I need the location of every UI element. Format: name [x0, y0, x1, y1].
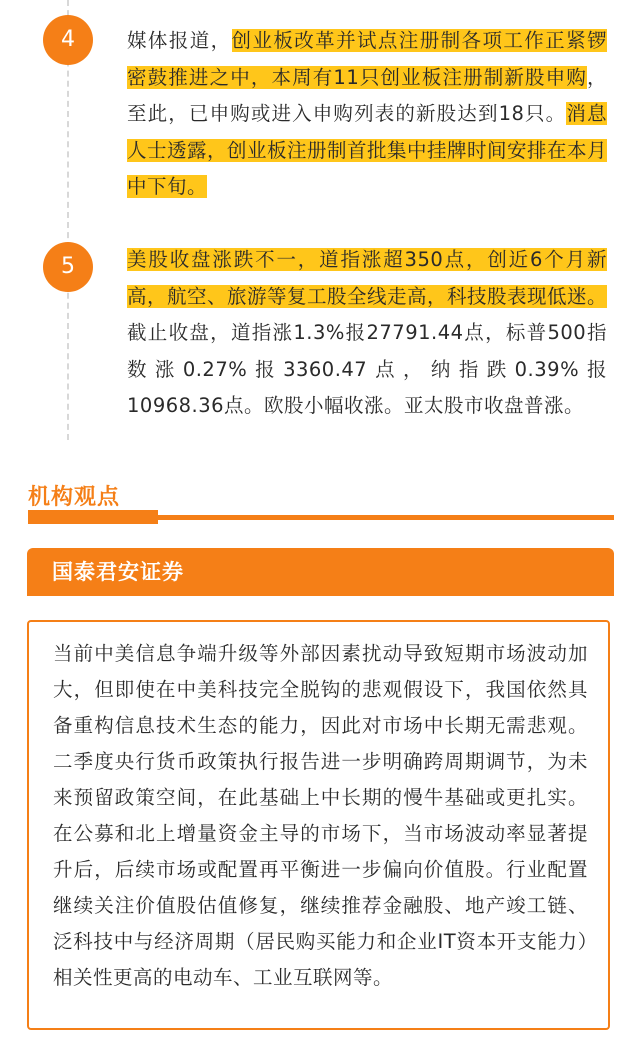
item-number: 5 — [61, 254, 75, 279]
section-title: 机构观点 — [28, 485, 121, 510]
highlighted-segment: 美股收盘涨跌不一，道指涨超350点，创近6个月新高，航空、旅游等复工股全线走高，科技股表现低迷。 — [127, 248, 608, 308]
timeline-line — [67, 0, 69, 440]
highlighted-segment: 创业板改革并试点注册制各项工作正紧锣密鼓推进之中，本周有11只创业板注册制新股申购 — [127, 29, 607, 89]
news-item-text — [127, 242, 607, 425]
opinion-text: 当前中美信息争端升级等外部因素扰动导致短期市场波动加大，但即使在中美科技完全脱钩的悲观假设下，我国依然具备重构信息技术生态的能力，因此对市场中长期无需悲观。二季度央行货币政策执行报告进一步明确跨周期调节，为未来预留政策空间，在此基础上中长期的慢牛基础或更扎实。在公募和北上增量资金主导的市场下，当市场波动率显著提升后，后续市场或配置再平衡进一步偏向价值股。行业配置继续关注价值股估值修复，继续推荐金融股、地产竣工链、泛科技中与经济周期（居民购买能力和企业IT资本开支能力）相关性更高的电动车、工业互联网等。 — [53, 642, 588, 989]
institution-name: 国泰君安证券 — [52, 560, 184, 584]
item-number-badge — [43, 242, 93, 292]
institution-header — [27, 548, 614, 596]
news-item-text — [127, 23, 607, 206]
opinion-box — [27, 620, 610, 1030]
section-divider-accent — [28, 510, 158, 524]
item-number-badge — [43, 15, 93, 65]
text-segment: ，至此，已申购或进入申购列表的新股达到18只。 — [127, 65, 607, 125]
text-segment: 媒体报道， — [127, 29, 232, 52]
item-number: 4 — [61, 27, 75, 52]
highlighted-segment: 消息人士透露，创业板注册制首批集中挂牌时间安排在本月中下旬。 — [127, 102, 608, 198]
text-segment: 截止收盘，道指涨1.3%报27791.44点，标普500指数涨0.27%报3360.47点，纳指跌0.39%报10968.36点。欧股小幅收涨。亚太股市收盘普涨。 — [127, 321, 607, 417]
